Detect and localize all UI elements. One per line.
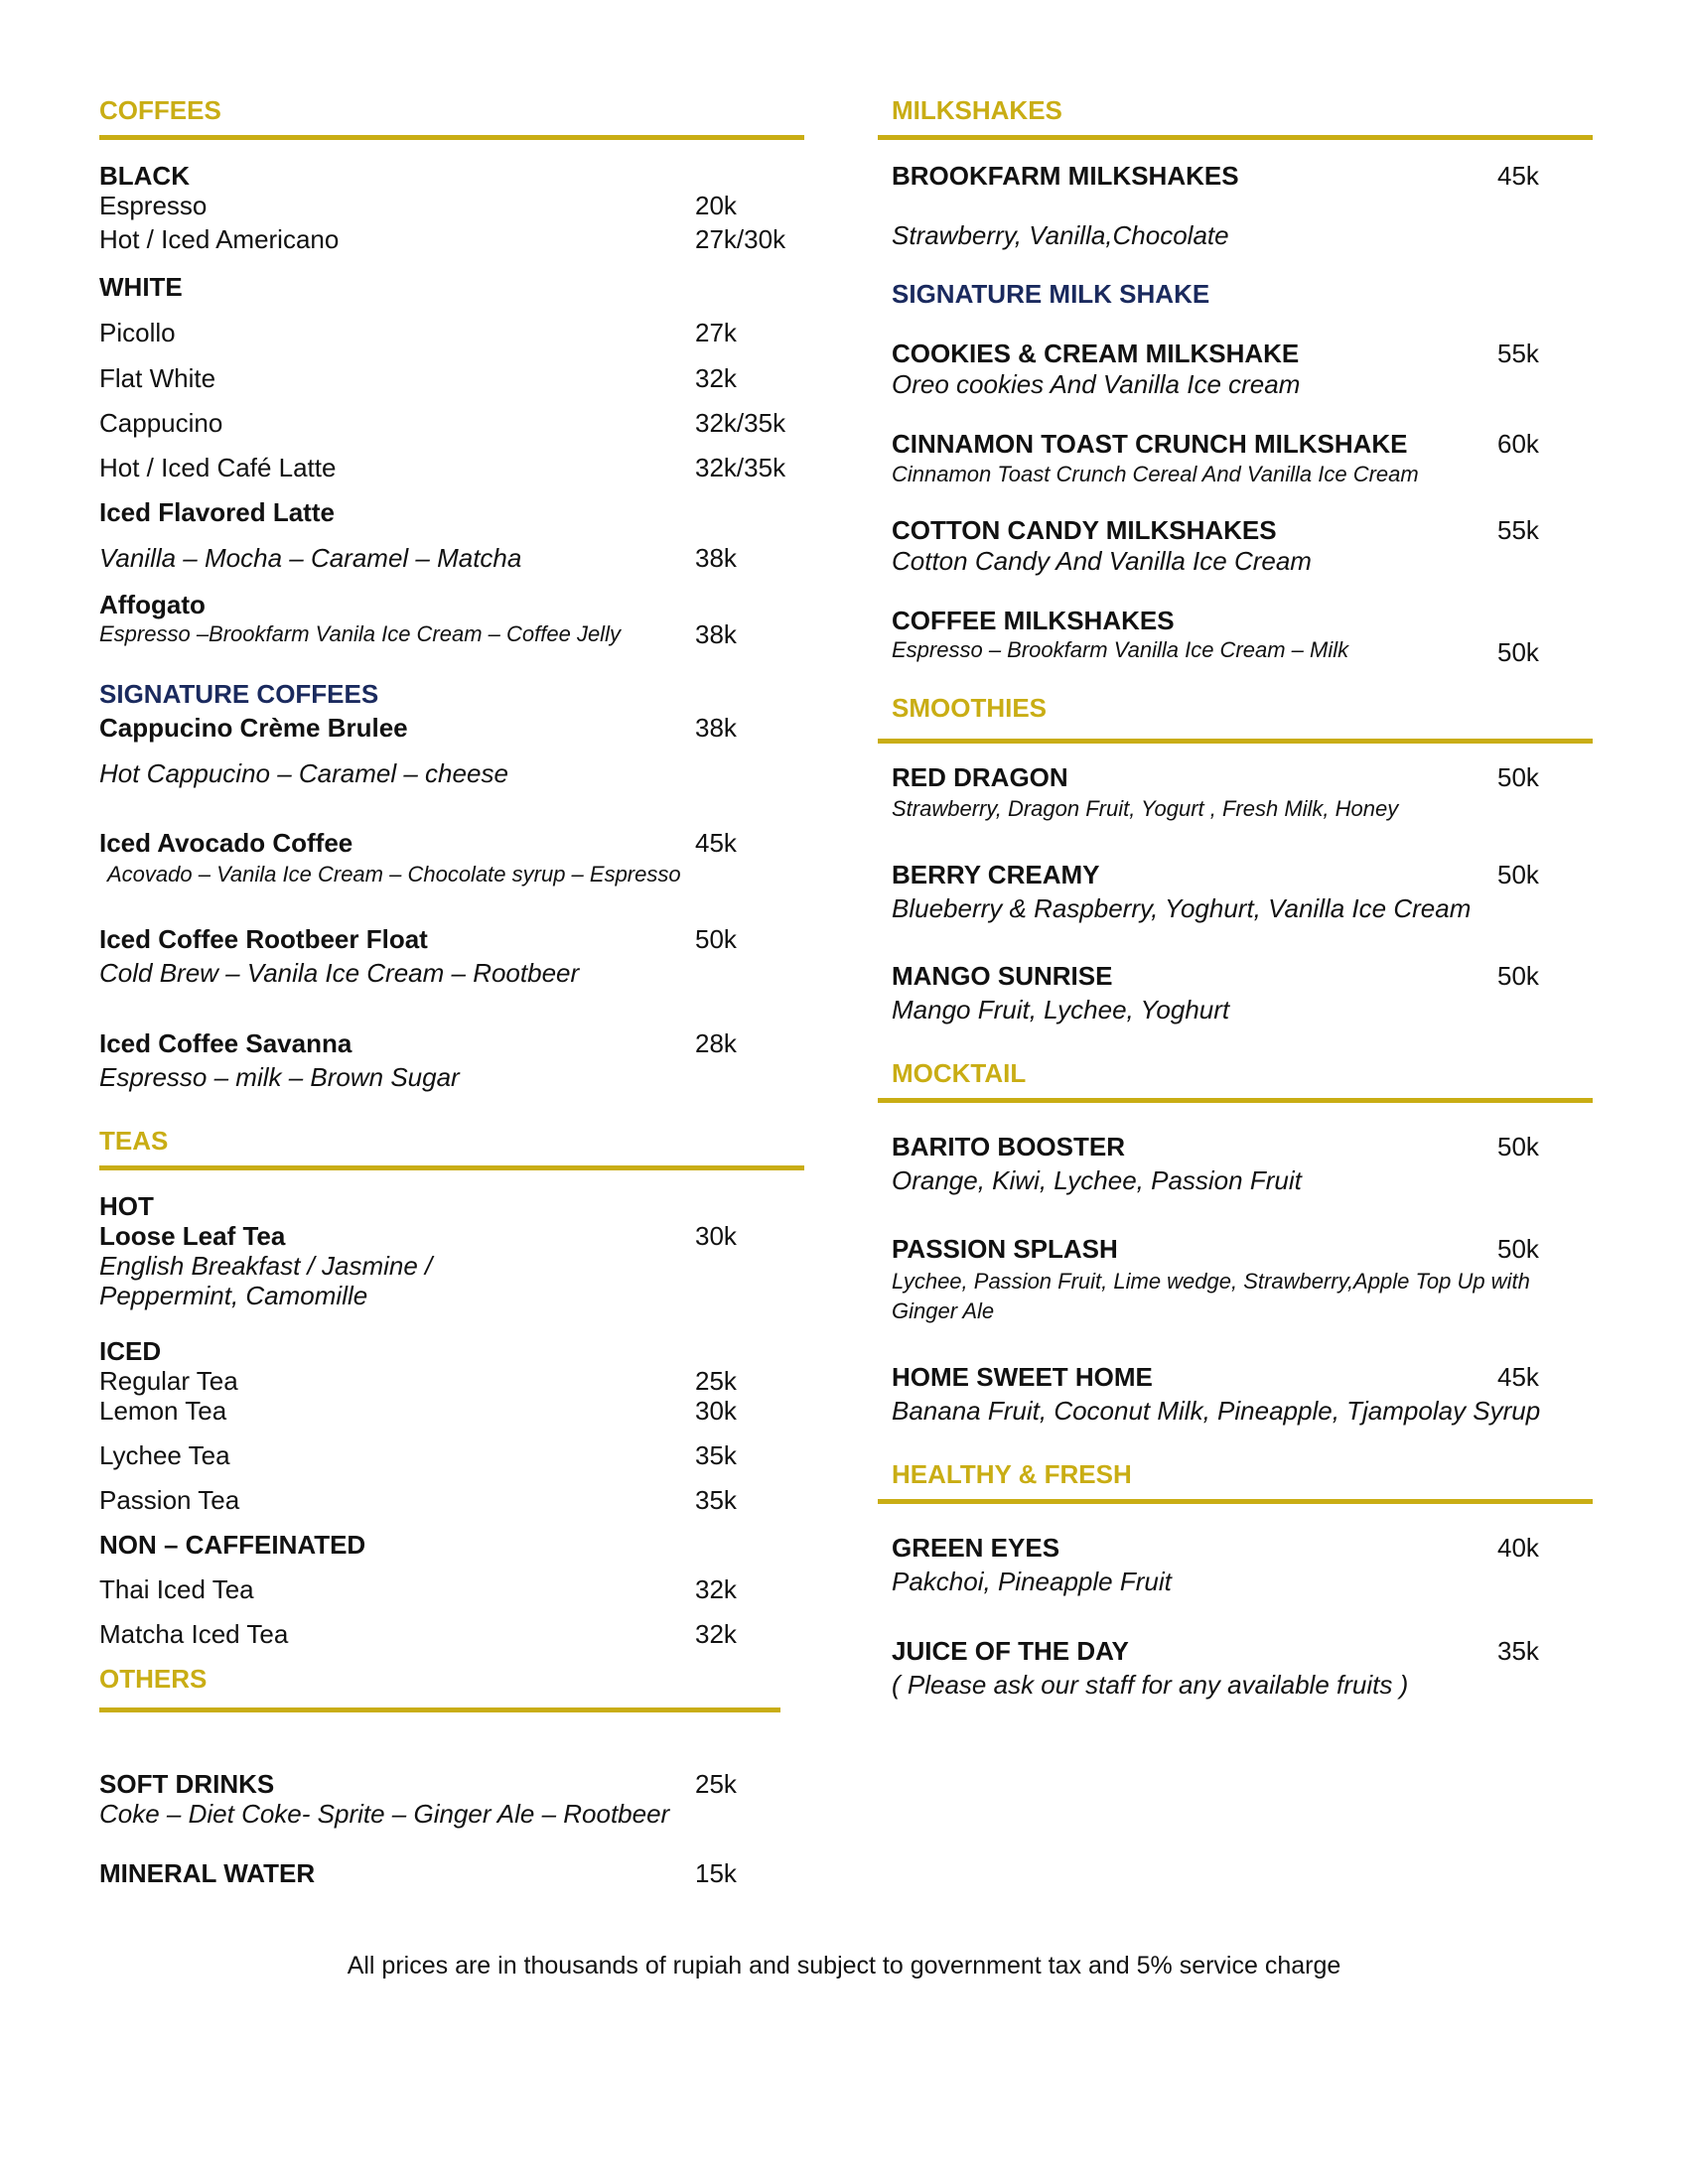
menu-item-desc: Strawberry, Dragon Fruit, Yogurt , Fresh Milk, Honey: [892, 796, 1399, 821]
menu-item-name: PASSION SPLASH: [892, 1234, 1118, 1264]
section-divider: [878, 1499, 1593, 1504]
menu-item-name: Loose Leaf Tea: [99, 1221, 286, 1251]
menu-item-price: 32k: [695, 1574, 737, 1604]
menu-item-desc: Cotton Candy And Vanilla Ice Cream: [892, 546, 1312, 576]
menu-item-price: 45k: [695, 828, 737, 858]
menu-item-name: Affogato: [99, 590, 206, 619]
menu-item-price: 50k: [1497, 1132, 1539, 1161]
menu-item-price: 27k/30k: [695, 224, 786, 254]
menu-item-name: CINNAMON TOAST CRUNCH MILKSHAKE: [892, 429, 1408, 459]
menu-item-desc: Lychee, Passion Fruit, Lime wedge, Strawberry,Apple Top Up with: [892, 1269, 1530, 1294]
menu-item-price: 40k: [1497, 1533, 1539, 1563]
menu-item-name: Lemon Tea: [99, 1396, 227, 1426]
section-title-healthy-fresh: HEALTHY & FRESH: [892, 1459, 1132, 1489]
subheading-hot: HOT: [99, 1191, 154, 1221]
section-divider: [99, 1707, 780, 1712]
section-title-mocktail: MOCKTAIL: [892, 1058, 1027, 1088]
menu-item-desc: Banana Fruit, Coconut Milk, Pineapple, Tjampolay Syrup: [892, 1396, 1541, 1426]
menu-item-name: Iced Avocado Coffee: [99, 828, 353, 858]
menu-item-name: COTTON CANDY MILKSHAKES: [892, 515, 1277, 545]
menu-item-name: HOME SWEET HOME: [892, 1362, 1153, 1392]
section-divider: [878, 1098, 1593, 1103]
menu-item-price: 25k: [695, 1366, 737, 1396]
section-title-signature-milk-shake: SIGNATURE MILK SHAKE: [892, 279, 1210, 309]
menu-item-name: RED DRAGON: [892, 762, 1068, 792]
menu-item-desc: Acovado – Vanila Ice Cream – Chocolate syrup – Espresso: [107, 862, 681, 887]
menu-item-name: Iced Coffee Savanna: [99, 1028, 352, 1058]
menu-item-name: BARITO BOOSTER: [892, 1132, 1125, 1161]
menu-item-price: 60k: [1497, 429, 1539, 459]
section-title-smoothies: SMOOTHIES: [892, 693, 1048, 723]
menu-item-name: COFFEE MILKSHAKES: [892, 606, 1175, 635]
section-divider: [878, 739, 1593, 744]
menu-item-price: 35k: [695, 1440, 737, 1470]
menu-item-name: Matcha Iced Tea: [99, 1619, 289, 1649]
menu-item-desc: ( Please ask our staff for any available fruits ): [892, 1670, 1409, 1700]
section-divider: [99, 135, 804, 140]
menu-item-name: Lychee Tea: [99, 1440, 230, 1470]
section-title-others: OTHERS: [99, 1664, 208, 1694]
menu-item-desc: Mango Fruit, Lychee, Yoghurt: [892, 995, 1230, 1024]
section-title-milkshakes: MILKSHAKES: [892, 95, 1062, 125]
menu-item-price: 30k: [695, 1396, 737, 1426]
menu-item-price: 35k: [1497, 1636, 1539, 1666]
menu-item-price: 32k: [695, 1619, 737, 1649]
menu-item-desc: Espresso – Brookfarm Vanilla Ice Cream – Milk: [892, 637, 1349, 662]
menu-item-desc: Ginger Ale: [892, 1298, 995, 1323]
menu-item-price: 27k: [695, 318, 737, 347]
menu-item-name: Picollo: [99, 318, 176, 347]
section-divider: [878, 135, 1593, 140]
menu-item-price: 50k: [1497, 637, 1539, 667]
menu-item-desc: Cold Brew – Vanila Ice Cream – Rootbeer: [99, 958, 580, 988]
section-title-coffees: COFFEES: [99, 95, 221, 125]
menu-item-desc: Vanilla – Mocha – Caramel – Matcha: [99, 543, 522, 573]
menu-item-desc: Blueberry & Raspberry, Yoghurt, Vanilla Ice Cream: [892, 893, 1472, 923]
menu-item-price: 32k/35k: [695, 453, 786, 482]
menu-item-price: 38k: [695, 543, 737, 573]
menu-item-desc: Orange, Kiwi, Lychee, Passion Fruit: [892, 1165, 1302, 1195]
menu-item-name: MINERAL WATER: [99, 1858, 316, 1888]
menu-item-name: Hot / Iced Café Latte: [99, 453, 337, 482]
menu-item-desc: Oreo cookies And Vanilla Ice cream: [892, 369, 1301, 399]
subheading-non-caffeinated: NON – CAFFEINATED: [99, 1530, 366, 1560]
menu-item-name: JUICE OF THE DAY: [892, 1636, 1129, 1666]
menu-item-price: 50k: [1497, 961, 1539, 991]
menu-item-price: 28k: [695, 1028, 737, 1058]
menu-item-desc: Peppermint, Camomille: [99, 1281, 368, 1310]
menu-item-desc: Hot Cappucino – Caramel – cheese: [99, 758, 508, 788]
menu-item-name: Cappucino: [99, 408, 223, 438]
menu-item-price: 32k/35k: [695, 408, 786, 438]
section-title-teas: TEAS: [99, 1126, 169, 1156]
menu-item-name: Iced Coffee Rootbeer Float: [99, 924, 428, 954]
subheading-black: BLACK: [99, 161, 190, 191]
menu-item-name: Cappucino Crème Brulee: [99, 713, 408, 743]
menu-item-price: 32k: [695, 363, 737, 393]
section-title-signature-coffees: SIGNATURE COFFEES: [99, 679, 379, 709]
menu-item-desc: English Breakfast / Jasmine /: [99, 1251, 433, 1281]
menu-item-name: Passion Tea: [99, 1485, 240, 1515]
menu-item-price: 50k: [1497, 860, 1539, 889]
menu-item-price: 55k: [1497, 515, 1539, 545]
menu-item-name: Iced Flavored Latte: [99, 497, 335, 527]
subheading-iced: ICED: [99, 1336, 162, 1366]
menu-item-name: Flat White: [99, 363, 216, 393]
menu-item-name: MANGO SUNRISE: [892, 961, 1113, 991]
menu-item-price: 38k: [695, 713, 737, 743]
menu-item-name: Hot / Iced Americano: [99, 224, 340, 254]
menu-item-desc: Espresso – milk – Brown Sugar: [99, 1062, 460, 1092]
menu-item-name: SOFT DRINKS: [99, 1769, 275, 1799]
menu-item-desc: Espresso –Brookfarm Vanila Ice Cream – Coffee Jelly: [99, 621, 621, 646]
menu-item-name: GREEN EYES: [892, 1533, 1060, 1563]
menu-item-name: BERRY CREAMY: [892, 860, 1100, 889]
menu-item-desc: Cinnamon Toast Crunch Cereal And Vanilla Ice Cream: [892, 462, 1419, 486]
menu-item-price: 38k: [695, 619, 737, 649]
menu-item-price: 35k: [695, 1485, 737, 1515]
menu-item-price: 45k: [1497, 161, 1539, 191]
menu-item-price: 50k: [1497, 762, 1539, 792]
menu-item-price: 45k: [1497, 1362, 1539, 1392]
menu-item-name: Thai Iced Tea: [99, 1574, 254, 1604]
menu-item-price: 20k: [695, 191, 737, 220]
menu-item-price: 25k: [695, 1769, 737, 1799]
menu-item-price: 30k: [695, 1221, 737, 1251]
menu-item-desc: Coke – Diet Coke- Sprite – Ginger Ale – Rootbeer: [99, 1799, 670, 1829]
menu-item-desc: Pakchoi, Pineapple Fruit: [892, 1567, 1172, 1596]
price-disclaimer: All prices are in thousands of rupiah and subject to government tax and 5% service charge: [347, 1952, 1341, 1979]
menu-item-price: 15k: [695, 1858, 737, 1888]
menu-item-price: 50k: [695, 924, 737, 954]
menu-item-name: Espresso: [99, 191, 208, 220]
menu-item-name: COOKIES & CREAM MILKSHAKE: [892, 339, 1300, 368]
menu-item-desc: Strawberry, Vanilla,Chocolate: [892, 220, 1229, 250]
menu-item-price: 55k: [1497, 339, 1539, 368]
menu-item-name: Regular Tea: [99, 1366, 238, 1396]
subheading-white: WHITE: [99, 272, 183, 302]
section-divider: [99, 1165, 804, 1170]
menu-item-name: BROOKFARM MILKSHAKES: [892, 161, 1239, 191]
menu-item-price: 50k: [1497, 1234, 1539, 1264]
